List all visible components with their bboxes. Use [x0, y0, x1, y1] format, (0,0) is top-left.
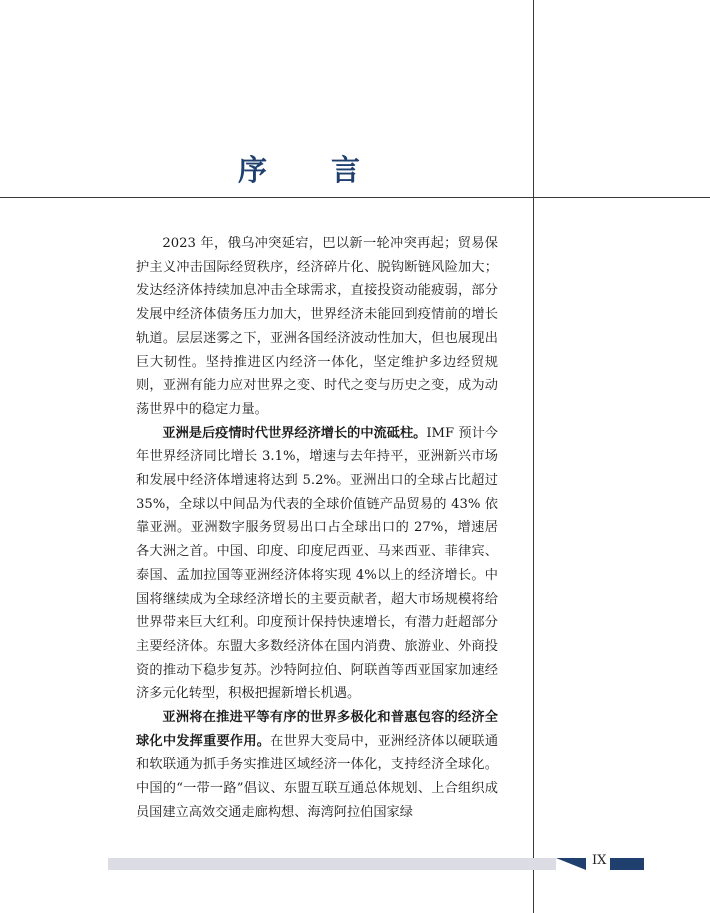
- page-number: IX: [592, 853, 607, 868]
- paragraph-3-text: 在世界大变局中，亚洲经济体以硬联通和软联通为抓手务实推进区域经济一体化，支持经济全球化。中国的“一带一路”倡议、东盟互联互通总体规划、上合组织成员国建立高效交通走廊构想、海湾阿拉伯国家绿: [136, 733, 499, 820]
- footer-end-block: [610, 858, 644, 870]
- paragraph-1-text: 2023 年，俄乌冲突延宕，巴以新一轮冲突再起；贸易保护主义冲击国际经贸秩序，经济碎片化、脱钩断链风险加大；发达经济体持续加息冲击全球需求，直接投资动能疲弱，部分发展中经济体债务压力加大，世界经济未能回到疫情前的增长轨道。层层迷雾之下，亚洲各国经济波动性加大，但也展现出巨大韧性。坚持推进区内经济一体化，坚定维护多边经贸规则，亚洲有能力应对世界之变、时代之变与历史之变，成为动荡世界中的稳定力量。: [136, 236, 498, 417]
- paragraph-3: [136, 706, 498, 825]
- body-text: [136, 232, 498, 825]
- footer-triangle: [556, 858, 586, 870]
- paragraph-3-lead: 亚洲将在推进平等有序的世界多极化和普惠包容的经济全球化中发挥重要作用。: [136, 710, 498, 749]
- paragraph-1: [136, 232, 498, 422]
- page-title: 序 言: [237, 153, 362, 187]
- vertical-rule: [533, 0, 534, 913]
- paragraph-2: [136, 422, 498, 706]
- horizontal-rule: [0, 197, 710, 198]
- paragraph-2-text: IMF 预计今年世界经济同比增长 3.1%，增速与去年持平，亚洲新兴市场和发展中经济体增速将达到 5.2%。亚洲出口的全球占比超过 35%，全球以中间品为代表的全球价值链产品贸易的 43% 依靠亚洲。亚洲数字服务贸易出口占全球出口的 27%，增速居各大洲之首。中国、印度、印度尼西亚、马来西亚、菲律宾、泰国、孟加拉国等亚洲经济体将实现 4%以上的经济增长。中国将继续成为全球经济增长的主要贡献者，超大市场规模将给世界带来巨大红利。印度预计保持快速增长，有潜力赶超部分主要经济体。东盟大多数经济体在国内消费、旅游业、外商投资的推动下稳步复苏。沙特阿拉伯、阿联酋等西亚国家加速经济多元化转型，积极把握新增长机遇。: [136, 425, 498, 702]
- footer-bar: [108, 858, 556, 870]
- paragraph-2-lead: 亚洲是后疫情时代世界经济增长的中流砥柱。: [162, 425, 427, 441]
